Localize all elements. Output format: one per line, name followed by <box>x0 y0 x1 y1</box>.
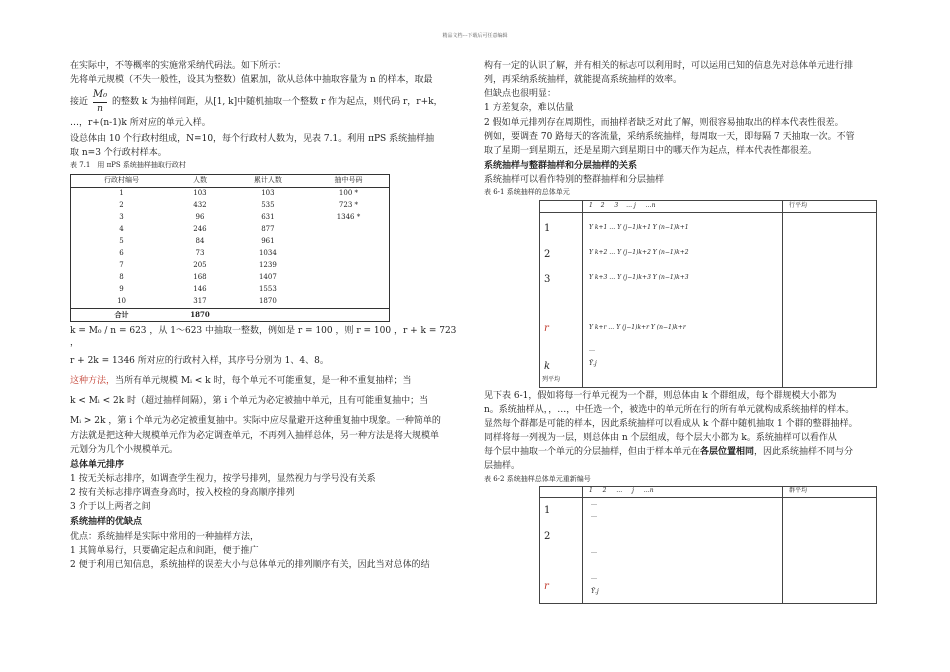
table-row <box>71 224 390 236</box>
table-cell <box>308 296 390 309</box>
paragraph: 系统抽样可以看作特别的整群抽样和分层抽样 <box>484 175 665 186</box>
table-caption: 表 6-2 系统抽样总体单元重新编号 <box>484 474 591 483</box>
list-item: 2 按有关标志排序调查身高时，按入校检的身高顺序排列 <box>70 488 295 499</box>
row-label: 1 <box>544 222 551 234</box>
row-label: k <box>544 360 551 372</box>
table-cell: 1407 <box>258 273 277 282</box>
column-header: 1 2 … j …n <box>589 486 654 494</box>
paragraph: 显然每个群都是可能的样本，因此系统抽样可以看成从 k 个群中随机抽取 1 个群的整群抽样。 <box>484 418 858 429</box>
table-cell <box>308 308 390 321</box>
row-label: r <box>544 580 549 592</box>
table-cell: 4 <box>71 224 173 236</box>
table-cell: 535 <box>261 201 275 210</box>
paragraph <box>70 375 468 387</box>
list-item: 1 其简单易行，只要确定起点和间距，便于推广 <box>70 545 259 556</box>
table-6-1 <box>539 200 877 388</box>
table-cell: 877 <box>261 225 275 234</box>
highlight-text: 这种方法， <box>70 376 116 387</box>
table-cell: 73 <box>195 249 205 258</box>
paragraph: 构有一定的认识了解，并有相关的标志可以利用时，可以运用已知的信息先对总体单元进行排 <box>484 61 854 71</box>
paragraph <box>70 88 468 115</box>
table-cell <box>308 260 390 272</box>
paragraph: k < Mᵢ < 2k 时（超过抽样间隔），第 i 个单元为必定被抽中单元，且有可能重复抽中；当 <box>70 396 429 407</box>
paragraph: 取 n=3 个行政村样本。 <box>70 148 167 159</box>
row-label: 1 <box>544 504 551 516</box>
fraction-denominator: n <box>97 103 103 114</box>
table-cell: 1553 <box>258 285 277 294</box>
paragraph: n。系统抽样从，，…，中任选一个，被选中的单元所在行的所有单元就构成系统抽样的样本。 <box>484 404 855 415</box>
table-6-2 <box>539 486 877 604</box>
paragraph: 列，再采纳系统抽样，就能提高系统抽样的效率。 <box>484 75 683 86</box>
table-cell: 7 <box>71 260 173 272</box>
text: 每个层中抽取一个单元的分层抽样，但由于样本单元在 <box>484 447 701 458</box>
table-cell <box>308 248 390 260</box>
table-cell <box>308 284 390 296</box>
table-rule <box>539 497 877 498</box>
list-item: 2 便于利用已知信息，系统抽样的误差大小与总体单元的排列顺序有关，因此当对总体的结 <box>70 559 430 570</box>
table-caption: 表 6-1 系统抽样的总体单元 <box>484 188 570 197</box>
table-cell: 6 <box>71 248 173 260</box>
column-header: 累计人数 <box>228 174 308 187</box>
table-cell: 9 <box>71 284 173 296</box>
table-caption: 表 7.1 用 πPS 系统抽样抽取行政村 <box>70 161 186 170</box>
table-cell: 1239 <box>258 261 277 270</box>
text: 的整数 k 为抽样间距，从[1, k]中随机抽取一个整数 r 作为起点，则代码 r，r+k， <box>112 97 443 108</box>
paragraph: 但缺点也很明显： <box>484 89 557 100</box>
paragraph: 设总体由 10 个行政村组成，N=10，每个行政村人数为，见表 7.1。利用 πPS 系统抽样抽 <box>70 134 435 145</box>
table-row <box>71 248 390 260</box>
table-rule <box>782 200 783 388</box>
list-item: 1 方差复杂，难以估量 <box>484 103 574 114</box>
paragraph: 例如，要调查 70 路每天的客流量，采纳系统抽样，每周取一天，即每隔 7 天抽取一次。不管 <box>484 131 855 142</box>
table-header-row <box>71 174 390 187</box>
section-heading: 总体单元排序 <box>70 459 125 470</box>
table-cell: 631 <box>261 213 275 222</box>
table-cell: 103 <box>193 189 207 198</box>
ellipsis: … <box>591 499 597 507</box>
table-cell: Y k+1 … Y (j−1)k+1 Y (n−1)k+1 <box>589 223 689 231</box>
table-cell: 246 <box>193 225 207 234</box>
column-header: 1 2 3 … j …n <box>589 201 656 209</box>
table-cell <box>308 272 390 284</box>
list-item: 2 假如单元排列存在周期性，而抽样者缺乏对此了解，则很容易抽取出的样本代表性很差。 <box>484 117 844 128</box>
paragraph: k = M₀ / n = 623 ，从 1～623 中抽取一整数，例如是 r = 100 ，则 r = 100 ，r + k = 723 ， <box>70 325 457 348</box>
column-header: 抽中号码 <box>308 174 390 187</box>
row-label: 2 <box>544 530 551 542</box>
paragraph: 在实际中，不等概率的实施常采纳代码法。如下所示： <box>70 61 287 71</box>
column-mean: Ȳ.j <box>591 587 599 595</box>
table-rule <box>782 486 783 604</box>
table-cell: 100 * <box>308 187 390 200</box>
table-row <box>71 272 390 284</box>
table-rule <box>582 486 583 604</box>
paragraph <box>484 446 882 458</box>
ellipsis: … <box>589 345 595 353</box>
table-cell: 205 <box>193 261 207 270</box>
paragraph: 层抽样。 <box>484 461 521 472</box>
table-row <box>71 187 390 200</box>
table-cell: Y k+3 … Y (j−1)k+3 Y (n−1)k+3 <box>589 273 689 281</box>
table-cell: 2 <box>71 200 173 212</box>
left-column <box>70 60 468 573</box>
fraction-m0-over-n <box>93 88 107 115</box>
table-cell: 432 <box>193 201 207 210</box>
table-cell <box>228 308 308 321</box>
table-cell: 96 <box>195 213 205 222</box>
table-cell: 10 <box>71 296 173 309</box>
column-header: 行政村编号 <box>71 174 173 187</box>
paragraph: 先将单元规模（不失一般性，设其为整数）值累加，欲从总体中抽取容量为 n 的样本，取最 <box>70 75 433 86</box>
table-row <box>71 284 390 296</box>
table-cell: Y k+r … Y (j−1)k+r Y (n−1)k+r <box>589 323 686 331</box>
table-row <box>71 212 390 224</box>
ellipsis: … <box>591 573 597 581</box>
table-border <box>539 486 877 604</box>
table-rule <box>539 212 877 213</box>
section-heading: 系统抽样的优缺点 <box>70 517 143 528</box>
ellipsis: … <box>591 511 597 519</box>
table-cell: 961 <box>261 237 275 246</box>
table-row <box>71 200 390 212</box>
fraction-numerator: M₀ <box>93 88 107 103</box>
table-cell: 1 <box>71 187 173 200</box>
bold-text: 各层位置相同 <box>700 447 755 458</box>
column-header: 人数 <box>172 174 228 187</box>
paragraph: 同样将每一列视为一层，则总体由 n 个层组成，每个层大小都为 k。系统抽样可以看作从 <box>484 433 837 444</box>
table-total-row <box>71 308 390 321</box>
table-cell: 103 <box>261 189 275 198</box>
list-item: 1 按无关标志排序，如调查学生视力，按学号排列，显然视力与学号没有关系 <box>70 474 376 485</box>
table-cell: 168 <box>193 273 207 282</box>
text: 当所有单元规模 Mᵢ < k 时，每个单元不可能重复，是一种不重复抽样；当 <box>115 376 412 387</box>
text: ，因此系统抽样不同与分 <box>754 447 854 458</box>
table-cell <box>308 224 390 236</box>
paragraph: r + 2k = 1346 所对应的行政村入样，其序号分别为 1、4、8。 <box>70 356 329 367</box>
table-row <box>71 296 390 309</box>
paragraph: 方法就是把这种大规模单元作为必定调查单元，不再列入抽样总体，另一种方法是将大规模单 <box>70 430 440 441</box>
text: 接近 <box>70 97 89 108</box>
row-label-column-average: 列平均 <box>542 375 561 383</box>
column-header-row-average: 行平均 <box>789 201 808 209</box>
table-row <box>71 236 390 248</box>
row-label: r <box>544 322 549 334</box>
paragraph: 优点：系统抽样是实际中常用的一种抽样方法， <box>70 531 260 542</box>
column-mean: Ȳ.j <box>589 359 597 367</box>
table-cell: 1870 <box>258 297 277 306</box>
paragraph: 元划分为几个小规模单元。 <box>70 444 179 455</box>
table-cell: 723 * <box>308 200 390 212</box>
right-column <box>484 60 882 604</box>
list-item: 3 介于以上两者之间 <box>70 502 151 513</box>
paragraph: …，r+(n-1)k 所对应的单元入样。 <box>70 117 211 128</box>
table-cell <box>308 236 390 248</box>
table-cell: 5 <box>71 236 173 248</box>
section-heading: 系统抽样与整群抽样和分层抽样的关系 <box>484 160 638 171</box>
table-7-1 <box>70 174 390 322</box>
row-label: 3 <box>544 273 551 285</box>
table-cell: 8 <box>71 272 173 284</box>
table-cell: 317 <box>193 297 207 306</box>
paragraph: 取了星期一到星期五，还是星期六到星期日中的哪天作为起点，样本代表性都很差。 <box>484 145 818 156</box>
table-cell: 3 <box>71 212 173 224</box>
table-rule <box>582 200 583 388</box>
table-cell: 合计 <box>71 308 173 321</box>
table-cell: 84 <box>195 237 205 246</box>
table-row <box>71 260 390 272</box>
table-cell: 1034 <box>258 249 277 258</box>
table-cell: Y k+2 … Y (j−1)k+2 Y (n−1)k+2 <box>589 248 689 256</box>
paragraph: Mᵢ > 2k ，第 i 个单元为必定被重复抽中。实际中应尽量避开这种重复抽中现象。一种简单的 <box>70 416 441 427</box>
paragraph: 见下表 6-1，假如将每一行单元视为一个群，则总体由 k 个群组成，每个群规模大小都为 <box>484 390 837 401</box>
table-cell: 146 <box>193 285 207 294</box>
table-cell: 1346 * <box>308 212 390 224</box>
row-label: 2 <box>544 248 551 260</box>
ellipsis: … <box>591 547 597 555</box>
table-cell: 1870 <box>172 308 228 321</box>
page-header: 精品文档---下载后可任意编辑 <box>442 33 508 39</box>
column-header-group-average: 群平均 <box>789 486 808 494</box>
